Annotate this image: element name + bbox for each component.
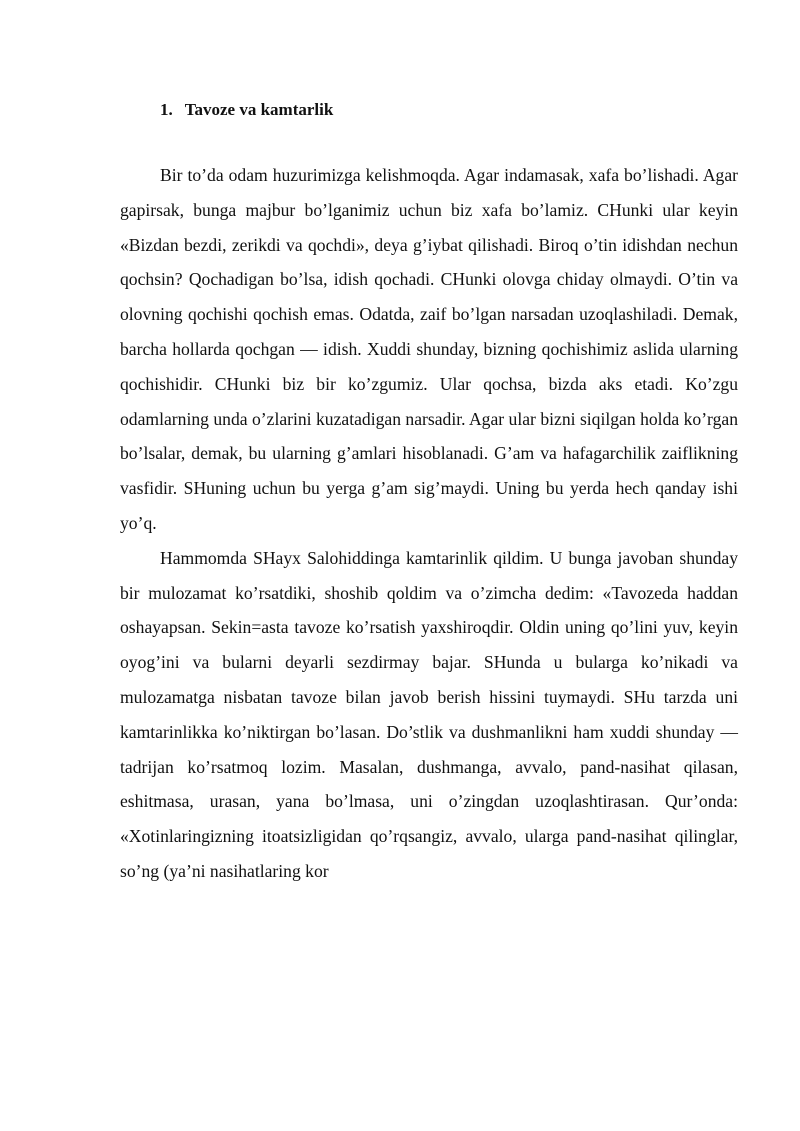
body-text — [120, 158, 738, 889]
section-heading — [160, 96, 333, 124]
section-title: Tavoze va kamtarlik — [184, 100, 334, 119]
paragraph: Bir to’da odam huzurimizga kelishmoqda. Agar indamasak, xafa bo’lishadi. Agar gapirsak, bunga majbur bo’lganimiz uchun biz xafa bo’lamiz. CHunki ular keyin «Bizdan bezdi, zerikdi va qochdi», deya g’iybat qilishadi. Biroq o’tin idishdan nechun qochsin? Qochadigan bo’lsa, idish qochadi. CHunki olovga chiday olmaydi. O’tin va olovning qochishi qochish emas. Odatda, zaif bo’lgan narsadan uzoqlashiladi. Demak, barcha hollarda qochgan — idish. Xuddi shunday, bizning qochishimiz aslida ularning qochishidir. CHunki biz bir ko’zgumiz. Ular qochsa, bizda aks etadi. Ko’zgu odamlarning unda o’zlarini kuzatadigan narsadir. Agar ular bizni siqilgan holda ko’rgan bo’lsalar, demak, bu ularning g’amlari hisoblanadi. G’am va hafagarchilik zaiflikning vasfidir. SHuning uchun bu yerga g’am sig’maydi. Uning bu yerda hech qanday ishi yo’q. — [120, 165, 738, 533]
section-number: 1. — [160, 100, 173, 119]
paragraph: Hammomda SHayx Salohiddinga kamtarinlik qildim. U bunga javoban shunday bir mulozamat ko’rsatdiki, shoshib qoldim va o’zimcha dedim: «Tavozeda haddan oshayapsan. Sekin=asta tavoze ko’rsatish yaxshiroqdir. Oldin uning qo’lini yuv, keyin oyog’ini va bularni deyarli sezdirmay bajar. SHunda u bularga ko’nikadi va mulozamatga nisbatan tavoze bilan javob berish hissini tuymaydi. SHu tarzda uni kamtarinlikka ko’niktirgan bo’lasan. Do’stlik va dushmanlikni ham xuddi shunday — tadrijan ko’rsatmoq lozim. Masalan, dushmanga, avvalo, pand-nasihat qilasan, eshitmasa, urasan, yana bo’lmasa, uni o’zingdan uzoqlashtirasan. Qur’onda: «Xotinlaringizning itoatsizligidan qo’rqsangiz, avvalo, ularga pand-nasihat qilinglar, so’ng (ya’ni nasihatlaring kor — [120, 547, 738, 881]
